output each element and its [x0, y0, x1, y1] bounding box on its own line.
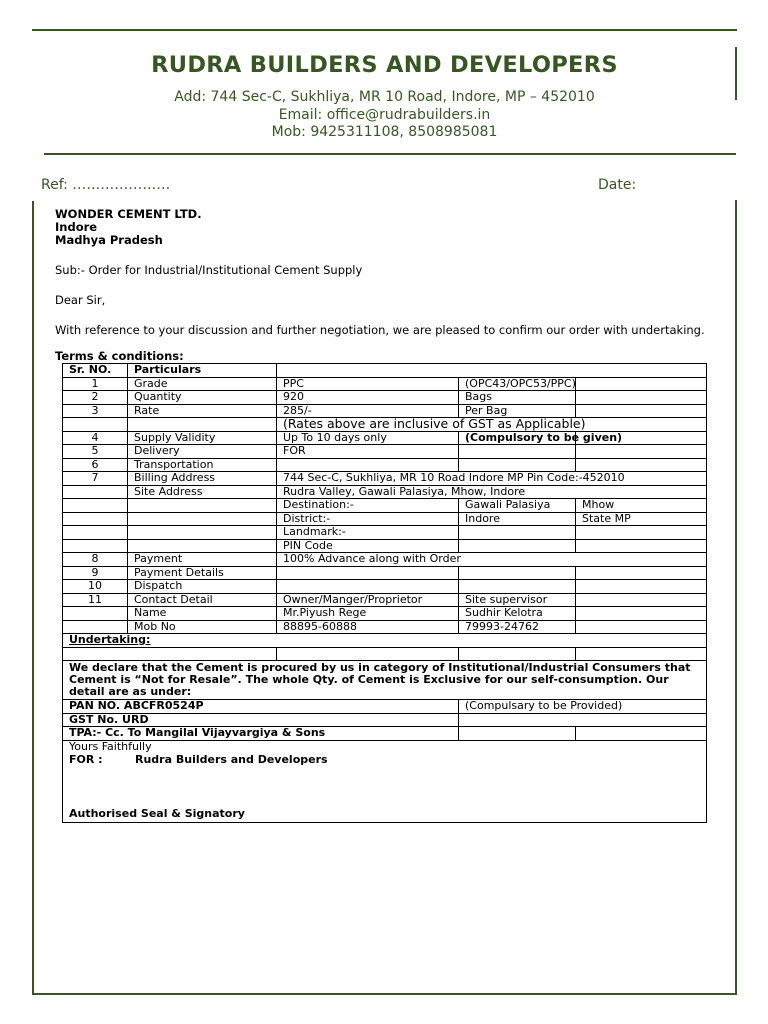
closing-text: Yours Faithfully	[69, 739, 152, 753]
table-cell: PPC	[277, 377, 459, 391]
declaration-text: We declare that the Cement is procured by us in category of Institutional/Industrial Consumers that Cement is “Not for Resale”. The whole Qty. of Cement is Exclusive for our self-consumption. Our detail are as under:	[63, 661, 707, 700]
table-cell: PIN Code	[277, 539, 459, 553]
pan-note: (Compulsary to be Provided)	[459, 700, 707, 714]
table-cell	[459, 713, 707, 727]
table-cell	[576, 526, 707, 540]
header-particulars: Particulars	[128, 364, 277, 378]
for-label: FOR :	[69, 752, 103, 766]
undertaking-row	[63, 634, 707, 648]
table-cell: Indore	[459, 512, 576, 526]
table-cell: Delivery	[128, 445, 277, 459]
table-cell	[63, 539, 128, 553]
table-cell	[576, 593, 707, 607]
table-cell	[128, 418, 277, 432]
table-row	[63, 485, 707, 499]
table-row	[63, 553, 707, 567]
table-cell: State MP	[576, 512, 707, 526]
table-cell: Dispatch	[128, 580, 277, 594]
table-cell	[459, 727, 576, 741]
table-cell: Transportation	[128, 458, 277, 472]
table-cell: 6	[63, 458, 128, 472]
table-cell: 920	[277, 391, 459, 405]
table-cell: Supply Validity	[128, 431, 277, 445]
table-cell	[459, 458, 576, 472]
subject-line: Sub:- Order for Industrial/Institutional Cement Supply	[55, 263, 363, 277]
table-cell: Gawali Palasiya	[459, 499, 576, 513]
table-cell: Mr.Piyush Rege	[277, 607, 459, 621]
table-cell	[459, 566, 576, 580]
blank-row	[63, 647, 707, 661]
table-cell: Destination:-	[277, 499, 459, 513]
table-cell	[576, 377, 707, 391]
table-cell: 9	[63, 566, 128, 580]
table-row	[63, 539, 707, 553]
table-cell: (Rates above are inclusive of GST as Applicable)	[277, 418, 707, 432]
table-cell: Payment	[128, 553, 277, 567]
table-cell	[459, 647, 576, 661]
table-cell	[128, 499, 277, 513]
table-cell: Rate	[128, 404, 277, 418]
table-cell: 3	[63, 404, 128, 418]
table-header-row	[63, 364, 707, 378]
table-cell: Grade	[128, 377, 277, 391]
table-cell	[63, 418, 128, 432]
recipient-line-3: Madhya Pradesh	[55, 233, 163, 247]
table-cell: Name	[128, 607, 277, 621]
table-row	[63, 607, 707, 621]
table-row	[63, 566, 707, 580]
table-cell	[277, 580, 459, 594]
table-row	[63, 391, 707, 405]
table-cell: Site supervisor	[459, 593, 576, 607]
pan-number: PAN NO. ABCFR0524P	[63, 700, 459, 714]
date-field: Date:	[598, 177, 637, 193]
table-cell	[576, 607, 707, 621]
table-cell: 100% Advance along with Order	[277, 553, 707, 567]
table-cell: Mhow	[576, 499, 707, 513]
table-cell: Payment Details	[128, 566, 277, 580]
table-cell	[459, 526, 576, 540]
table-row	[63, 418, 707, 432]
table-cell	[63, 607, 128, 621]
table-cell: Billing Address	[128, 472, 277, 486]
table-cell: 744 Sec-C, Sukhliya, MR 10 Road Indore MP Pin Code:-452010	[277, 472, 707, 486]
table-row	[63, 431, 707, 445]
table-cell	[576, 620, 707, 634]
closing-cell	[63, 740, 707, 822]
table-row	[63, 512, 707, 526]
table-row	[63, 377, 707, 391]
table-cell: 10	[63, 580, 128, 594]
table-cell	[576, 539, 707, 553]
table-cell: 8	[63, 553, 128, 567]
table-cell	[63, 526, 128, 540]
recipient-line-1: WONDER CEMENT LTD.	[55, 207, 202, 221]
company-address: Add: 744 Sec-C, Sukhliya, MR 10 Road, Indore, MP – 452010	[174, 89, 595, 105]
recipient-line-2: Indore	[55, 220, 98, 234]
header-sr: Sr. NO.	[63, 364, 128, 378]
table-cell: Site Address	[128, 485, 277, 499]
table-cell	[63, 620, 128, 634]
table-row	[63, 445, 707, 459]
header-blank	[277, 364, 707, 378]
signatory-text: Authorised Seal & Signatory	[69, 806, 245, 820]
table-cell: 5	[63, 445, 128, 459]
for-name: Rudra Builders and Developers	[135, 752, 328, 766]
terms-table	[62, 363, 707, 823]
table-row	[63, 499, 707, 513]
body-paragraph: With reference to your discussion and further negotiation, we are pleased to confirm our order with undertaking.	[55, 323, 705, 337]
table-cell: (OPC43/OPC53/PPC)	[459, 377, 576, 391]
table-cell	[277, 458, 459, 472]
table-cell	[459, 539, 576, 553]
table-cell: 4	[63, 431, 128, 445]
company-email: Email: office@rudrabuilders.in	[278, 107, 491, 123]
salutation: Dear Sir,	[55, 293, 106, 307]
closing-row	[63, 740, 707, 822]
border-gap-right-top	[734, 31, 737, 47]
tpa-text: TPA:- Cc. To Mangilal Vijayvargiya & Sons	[63, 727, 459, 741]
declaration-row	[63, 661, 707, 700]
table-cell: Sudhir Kelotra	[459, 607, 576, 621]
pan-row	[63, 700, 707, 714]
table-cell	[576, 727, 707, 741]
header-divider	[44, 153, 736, 155]
table-cell	[576, 647, 707, 661]
table-cell: 11	[63, 593, 128, 607]
company-mobile: Mob: 9425311108, 8508985081	[271, 124, 498, 140]
table-cell	[63, 499, 128, 513]
tpa-row	[63, 727, 707, 741]
for-line	[69, 754, 700, 766]
table-cell	[576, 580, 707, 594]
table-cell	[63, 485, 128, 499]
table-row	[63, 526, 707, 540]
company-name: RUDRA BUILDERS AND DEVELOPERS	[151, 52, 618, 78]
table-cell: Contact Detail	[128, 593, 277, 607]
table-cell: 7	[63, 472, 128, 486]
table-cell: 79993-24762	[459, 620, 576, 634]
table-cell: (Compulsory to be given)	[459, 431, 576, 445]
table-cell: 1	[63, 377, 128, 391]
table-cell: Landmark:-	[277, 526, 459, 540]
table-cell	[576, 391, 707, 405]
undertaking-label: Undertaking:	[63, 634, 707, 648]
gst-number: GST No. URD	[63, 713, 459, 727]
table-cell	[576, 445, 707, 459]
table-cell	[459, 445, 576, 459]
table-cell: 285/-	[277, 404, 459, 418]
table-cell: 2	[63, 391, 128, 405]
table-cell: Bags	[459, 391, 576, 405]
table-cell: FOR	[277, 445, 459, 459]
table-row	[63, 593, 707, 607]
table-cell	[63, 512, 128, 526]
table-cell	[63, 647, 277, 661]
table-cell	[576, 404, 707, 418]
table-cell	[576, 458, 707, 472]
table-row	[63, 620, 707, 634]
table-row	[63, 472, 707, 486]
table-cell	[277, 647, 459, 661]
table-cell	[277, 566, 459, 580]
table-cell	[128, 526, 277, 540]
table-cell	[576, 566, 707, 580]
table-cell: Quantity	[128, 391, 277, 405]
table-cell: Up To 10 days only	[277, 431, 459, 445]
table-cell	[128, 512, 277, 526]
table-cell: 88895-60888	[277, 620, 459, 634]
gst-row	[63, 713, 707, 727]
table-cell: Rudra Valley, Gawali Palasiya, Mhow, Indore	[277, 485, 707, 499]
table-row	[63, 580, 707, 594]
ref-field: Ref: …………………	[41, 177, 171, 193]
table-cell	[128, 539, 277, 553]
terms-title: Terms & conditions:	[55, 349, 184, 363]
table-cell	[459, 580, 576, 594]
table-row	[63, 458, 707, 472]
table-cell: Owner/Manger/Proprietor	[277, 593, 459, 607]
table-cell: Mob No	[128, 620, 277, 634]
table-cell: District:-	[277, 512, 459, 526]
table-cell: Per Bag	[459, 404, 576, 418]
